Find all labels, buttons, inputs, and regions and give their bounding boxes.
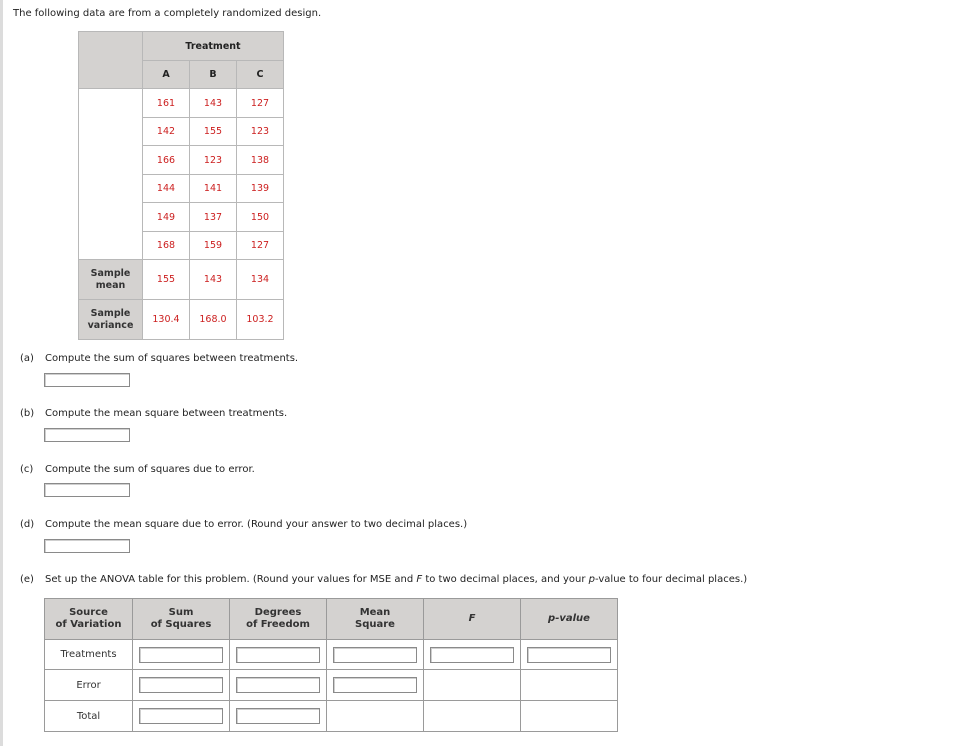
data-cell: 141: [190, 175, 237, 203]
corner-cell: [79, 32, 143, 89]
data-cell: 142: [143, 118, 190, 146]
data-cell: 143: [190, 89, 237, 118]
cell-df-treatments: [230, 640, 327, 670]
data-cell: 166: [143, 146, 190, 175]
treatment-header: Treatment: [143, 32, 284, 61]
row-label-total: Total: [45, 701, 133, 732]
data-cell: 127: [237, 232, 284, 260]
cell-p-error-empty: [521, 670, 618, 701]
data-cell: 137: [190, 203, 237, 232]
ms-error-input[interactable]: [333, 677, 417, 693]
column-header-c: C: [237, 61, 284, 89]
column-header-b: B: [190, 61, 237, 89]
cell-df-total: [230, 701, 327, 732]
data-cell: 155: [190, 118, 237, 146]
cell-p-total-empty: [521, 701, 618, 732]
question-e: (e) Set up the ANOVA table for this problem. (Round your values for MSE and F to two decimal places, and your p-value to four decimal places.): [20, 574, 748, 585]
column-header-a: A: [143, 61, 190, 89]
cell-ms-total-empty: [327, 701, 424, 732]
anova-table: [44, 598, 618, 732]
cell-ms-error: [327, 670, 424, 701]
cell-ss-error: [133, 670, 230, 701]
answer-b-input[interactable]: [44, 428, 130, 442]
data-cell: 139: [237, 175, 284, 203]
sample-variance-cell: 130.4: [143, 300, 190, 340]
question-b: (b) Compute the mean square between treatments.: [20, 408, 288, 419]
sample-mean-cell: 143: [190, 260, 237, 300]
cell-ss-total: [133, 701, 230, 732]
cell-f-total-empty: [424, 701, 521, 732]
df-treatments-input[interactable]: [236, 647, 320, 663]
answer-c-input[interactable]: [44, 483, 130, 497]
header-sum-of-squares: Sum of Squares: [133, 599, 230, 640]
sample-mean-label: Sample mean: [79, 260, 143, 300]
f-treatments-input[interactable]: [430, 647, 514, 663]
ss-treatments-input[interactable]: [139, 647, 223, 663]
p-value-treatments-input[interactable]: [527, 647, 611, 663]
row-label-blank: [79, 89, 143, 260]
data-cell: 144: [143, 175, 190, 203]
cell-p-treatments: [521, 640, 618, 670]
cell-ms-treatments: [327, 640, 424, 670]
data-table: [78, 31, 284, 340]
header-degrees-of-freedom: Degrees of Freedom: [230, 599, 327, 640]
header-p-value: p-value: [521, 599, 618, 640]
df-total-input[interactable]: [236, 708, 320, 724]
answer-a-input[interactable]: [44, 373, 130, 387]
cell-f-error-empty: [424, 670, 521, 701]
header-mean-square: Mean Square: [327, 599, 424, 640]
cell-ss-treatments: [133, 640, 230, 670]
header-source: Source of Variation: [45, 599, 133, 640]
cell-f-treatments: [424, 640, 521, 670]
sample-mean-cell: 134: [237, 260, 284, 300]
question-c: (c) Compute the sum of squares due to error.: [20, 464, 255, 475]
ss-error-input[interactable]: [139, 677, 223, 693]
data-cell: 149: [143, 203, 190, 232]
ms-treatments-input[interactable]: [333, 647, 417, 663]
question-d: (d) Compute the mean square due to error. (Round your answer to two decimal places.): [20, 519, 468, 530]
answer-d-input[interactable]: [44, 539, 130, 553]
data-cell: 138: [237, 146, 284, 175]
cell-df-error: [230, 670, 327, 701]
data-cell: 168: [143, 232, 190, 260]
row-label-error: Error: [45, 670, 133, 701]
question-a: (a) Compute the sum of squares between treatments.: [20, 353, 299, 364]
df-error-input[interactable]: [236, 677, 320, 693]
intro-text: The following data are from a completely randomized design.: [13, 8, 322, 19]
sample-variance-cell: 168.0: [190, 300, 237, 340]
ss-total-input[interactable]: [139, 708, 223, 724]
data-cell: 123: [237, 118, 284, 146]
data-cell: 127: [237, 89, 284, 118]
row-label-treatments: Treatments: [45, 640, 133, 670]
data-cell: 159: [190, 232, 237, 260]
header-f: F: [424, 599, 521, 640]
sample-variance-cell: 103.2: [237, 300, 284, 340]
sample-variance-label: Sample variance: [79, 300, 143, 340]
sample-mean-cell: 155: [143, 260, 190, 300]
data-cell: 123: [190, 146, 237, 175]
data-cell: 161: [143, 89, 190, 118]
left-border: [0, 0, 3, 746]
data-cell: 150: [237, 203, 284, 232]
